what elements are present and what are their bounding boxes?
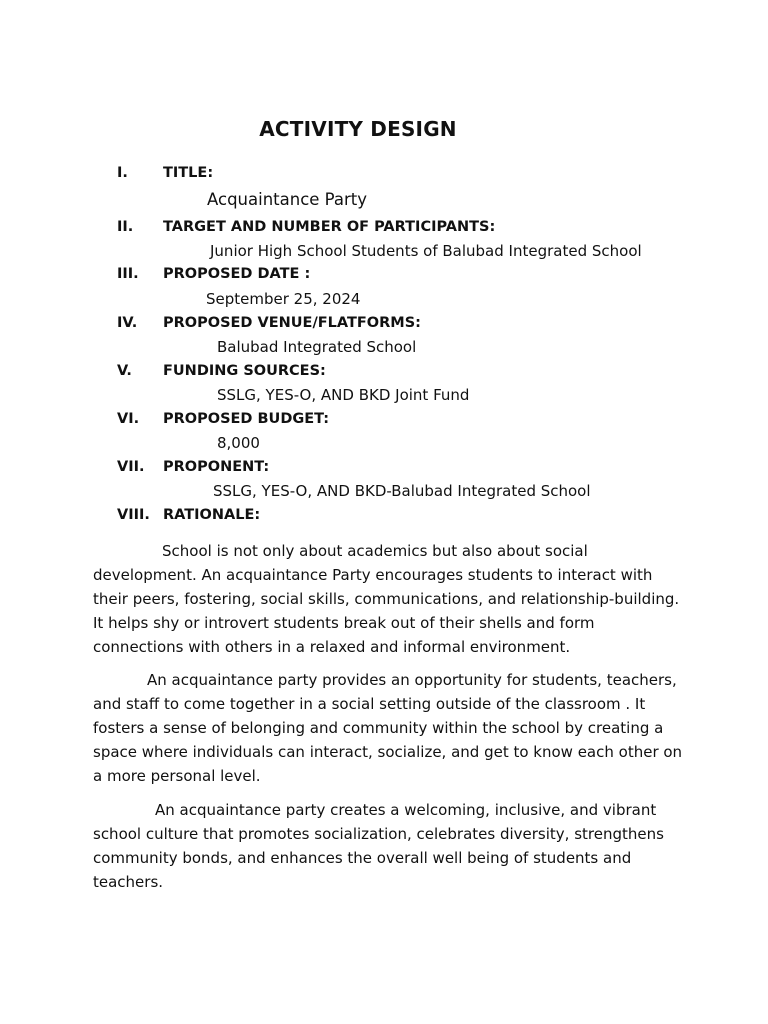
section-number-3: III. bbox=[117, 266, 139, 282]
rationale-paragraph-2: An acquaintance party provides an opportunity for students, teachers, and staff to come together in a social setting outside of the classroom . It fosters a sense of belonging and community within the school by creating a space where individuals can interact, socialize, and get to know each other on a more personal level. bbox=[93, 671, 683, 785]
section-number-7: VII. bbox=[117, 459, 145, 475]
section-number-6: VI. bbox=[117, 411, 140, 427]
section-heading-budget: PROPOSED BUDGET: bbox=[163, 411, 330, 427]
section-heading-rationale: RATIONALE: bbox=[163, 507, 261, 523]
section-number-1: I. bbox=[117, 165, 128, 181]
section-number-5: V. bbox=[117, 363, 132, 379]
section-heading-title: TITLE: bbox=[163, 165, 214, 181]
section-value-funding: SSLG, YES-O, AND BKD Joint Fund bbox=[217, 386, 470, 404]
section-heading-venue: PROPOSED VENUE/FLATFORMS: bbox=[163, 315, 421, 331]
section-heading-date: PROPOSED DATE : bbox=[163, 266, 311, 282]
section-value-date: September 25, 2024 bbox=[206, 290, 361, 308]
section-value-budget: 8,000 bbox=[217, 434, 260, 452]
section-value-title: Acquaintance Party bbox=[207, 190, 367, 209]
rationale-paragraph-3: An acquaintance party creates a welcoming, inclusive, and vibrant school culture that promotes socialization, celebrates diversity, strengthens community bonds, and enhances the overall well being of students and teachers. bbox=[93, 801, 664, 891]
section-number-2: II. bbox=[117, 219, 134, 235]
section-heading-proponent: PROPONENT: bbox=[163, 459, 270, 475]
section-number-4: IV. bbox=[117, 315, 138, 331]
section-heading-target: TARGET AND NUMBER OF PARTICIPANTS: bbox=[163, 219, 496, 235]
section-number-8: VIII. bbox=[117, 507, 150, 523]
section-value-venue: Balubad Integrated School bbox=[217, 338, 417, 356]
rationale-paragraph-1: School is not only about academics but also about social development. An acquaintance Party encourages students to interact with their peers, fostering, social skills, communications, and relationship-building. It helps shy or introvert students break out of their shells and form connections with others in a relaxed and informal environment. bbox=[93, 542, 680, 656]
document-title: ACTIVITY DESIGN bbox=[259, 117, 457, 141]
section-heading-funding: FUNDING SOURCES: bbox=[163, 363, 326, 379]
section-value-proponent: SSLG, YES-O, AND BKD-Balubad Integrated School bbox=[213, 482, 591, 500]
section-value-target: Junior High School Students of Balubad Integrated School bbox=[210, 242, 642, 260]
